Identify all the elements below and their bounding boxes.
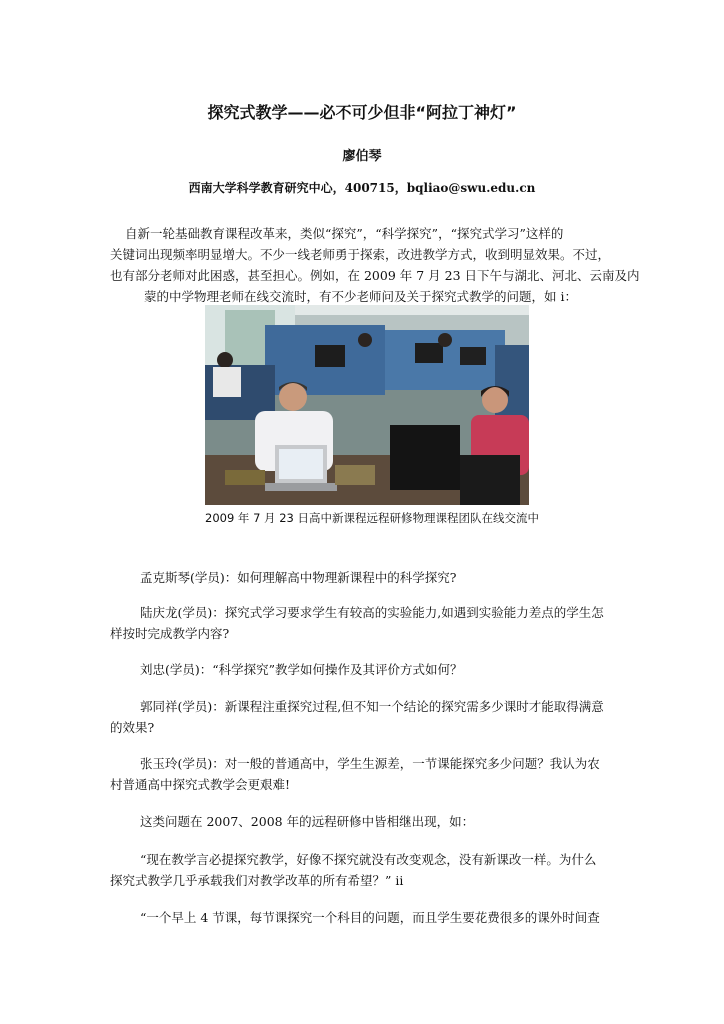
paragraph-line: 刘忠(学员)：“科学探究”教学如何操作及其评价方式如何？ bbox=[140, 662, 463, 677]
paragraph-line: 孟克斯琴(学员)：如何理解高中物理新课程中的科学探究? bbox=[140, 570, 457, 585]
quote-paragraph bbox=[110, 849, 616, 891]
question-paragraph bbox=[110, 602, 616, 644]
paragraph-line: 郭同祥(学员)：新课程注重探究过程,但不知一个结论的探究需多少课时才能取得满意 bbox=[140, 699, 604, 714]
question-paragraph bbox=[110, 753, 616, 795]
author-affiliation: 西南大学科学教育研究中心，400715，bqliao@swu.edu.cn bbox=[188, 181, 536, 195]
figure-caption: 2009 年 7 月 23 日高中新课程远程研修物理课程团队在线交流中 bbox=[205, 511, 539, 525]
paragraph-line: 陆庆龙(学员)：探究式学习要求学生有较高的实验能力,如遇到实验能力差点的学生怎 bbox=[140, 605, 604, 620]
paragraph-line: 村普通高中探究式教学会更艰难! bbox=[110, 777, 291, 792]
quote-paragraph bbox=[110, 907, 616, 928]
paragraph-line: “一个早上 4 节课，每节课探究一个科目的问题，而且学生要花费很多的课外时间查 bbox=[140, 910, 600, 925]
paragraph-line: 样按时完成教学内容? bbox=[110, 626, 230, 641]
intro-line: 自新一轮基础教育课程改革来，类似“探究”，“科学探究”，“探究式学习”这样的 bbox=[125, 226, 564, 241]
paragraph-line: 探究式教学几乎承载我们对教学改革的所有希望？” ii bbox=[110, 873, 404, 888]
question-paragraph bbox=[110, 567, 616, 588]
paragraph-line: 的效果? bbox=[110, 720, 155, 735]
body-paragraph bbox=[110, 811, 616, 832]
author-name: 廖伯琴 bbox=[342, 149, 382, 164]
question-paragraph bbox=[110, 659, 616, 680]
intro-paragraph bbox=[110, 223, 640, 307]
intro-line: 关键词出现频率明显增大。不少一线老师勇于探索，改进教学方式，收到明显效果。不过， bbox=[110, 247, 611, 262]
paper-title: 探究式教学——必不可少但非“阿拉丁神灯” bbox=[207, 103, 517, 122]
question-paragraph bbox=[110, 696, 616, 738]
paragraph-line: 这类问题在 2007、2008 年的远程研修中皆相继出现，如： bbox=[140, 814, 475, 829]
classroom-photo bbox=[205, 305, 529, 505]
paragraph-line: “现在教学言必提探究教学，好像不探究就没有改变观念，没有新课改一样。为什么 bbox=[140, 852, 597, 867]
intro-line: 也有部分老师对此困惑，甚至担心。例如，在 2009 年 7 月 23 日下午与湖北、河北、云南及内 bbox=[110, 268, 640, 283]
intro-line: 蒙的中学物理老师在线交流时，有不少老师问及关于探究式教学的问题，如 i： bbox=[144, 289, 577, 304]
paragraph-line: 张玉玲(学员)：对一般的普通高中，学生生源差，一节课能探究多少问题？我认为农 bbox=[140, 756, 600, 771]
